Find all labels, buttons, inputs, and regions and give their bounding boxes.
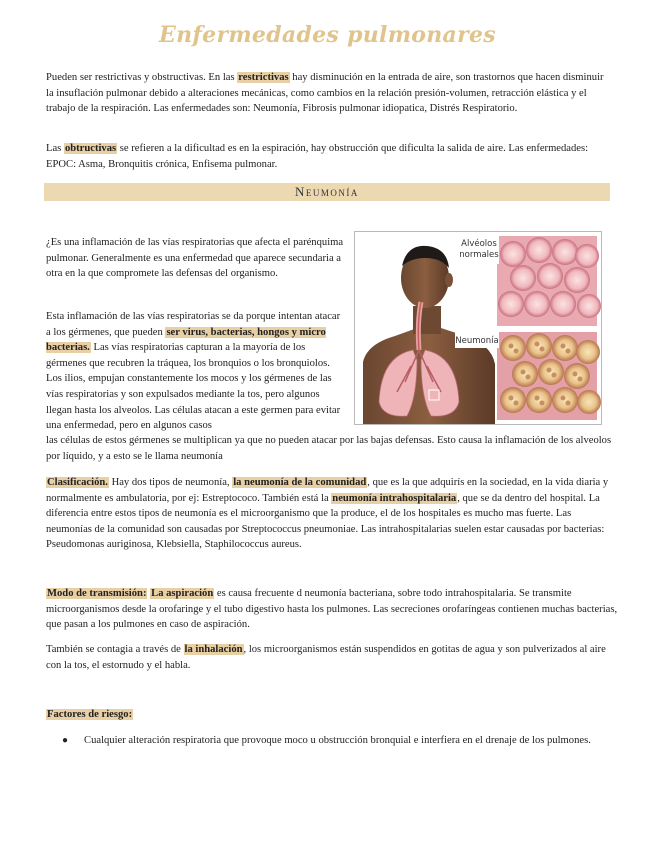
transmision-text: es causa frecuente d neumonía bacteriana, sobre todo intrahospitalaria. Se transmite microorganismos desde la orofaringe y el tubo digestivo hasta los pulmones. Las secreciones orofaríngeas contienen muchas bacterias, que pasan a los pulmones en caso de aspiración. (46, 588, 618, 631)
clasificacion-paragraph (46, 475, 618, 553)
intro-paragraph-2 (46, 141, 606, 172)
transmision-text: También se contagia a través de (46, 644, 184, 655)
intro-text: hay disminución en la entrada de aire, son trastornos que hacen disminuir la insuflación pulmonar debido a alteraciones mecánicas, como cambios en la relación presión-volumen, retracción elástica y el trabajo de la respiración. Las enfermedades son: Neumonía, Fibrosis pulmonar idiopatica, Distrés Respiratorio. (46, 72, 604, 115)
intro-text: Las (46, 143, 64, 154)
highlight-inhalacion: la inhalación (184, 644, 243, 655)
clasificacion-text: , que es la que adquirís en la sociedad, en la vida diaria y normalmente es ambulatoria, por ej: Estreptococo. También está la (46, 477, 609, 504)
neumonia-inflammation-continued (46, 433, 618, 464)
section-banner-neumonia (44, 183, 610, 201)
clasificacion-text: Hay dos tipos de neumonía, (108, 477, 233, 488)
highlight-aspiracion: La aspiración (151, 588, 214, 599)
factores-label: Factores de riesgo: (47, 709, 133, 720)
neumonia-paragraph-2-cont: las células de estos gérmenes se multiplican ya que no pueden atacar por las bajas defensas. Esto causa la inflamación de los alveolos por líquido, y a esto se le llama neumonía (46, 435, 612, 462)
neumonia-inflammation (46, 309, 346, 434)
label-alveolos-normales-2: normales (459, 250, 499, 260)
bullet-icon: ● (62, 735, 69, 746)
factores-item-1: Cualquier alteración respiratoria que provoque moco u obstrucción bronquial e interfiera en el drenaje de los pulmones. (84, 735, 591, 746)
transmision-text: , los microorganismos están suspendidos en gotitas de agua y son pulverizados al aire con la tos, el estornudo y el habla. (46, 644, 606, 671)
intro-paragraph-1 (46, 70, 606, 117)
clasificacion-label: Clasificación. (47, 477, 108, 488)
label-neumonia: Neumonía (455, 336, 499, 346)
list-item (62, 733, 602, 749)
neumonia-text: Esta inflamación de las vías respiratorias se da porque intentan atacar a los gérmenes, que pueden (46, 311, 341, 338)
highlight-restrictivas: restrictivas (238, 72, 289, 83)
section-banner-label: Neumonía (295, 184, 359, 199)
intro-text: se refieren a la dificultad es en la espiración, hay obstrucción que dificulta la salida de aire. Las enfermedades: EPOC: Asma, Bronquitis crónica, Enfisema pulmonar. (46, 143, 589, 170)
page-title: Enfermedades pulmonares (159, 22, 496, 48)
label-alveolos-normales: Alvéolos (461, 239, 497, 249)
neumonia-text: Las vías respiratorias capturan a la mayoría de los gérmenes que recubren la tráquea, los bronquios o los bronquiolos. Los ilios, empujan constantemente los mocos y los gérmenes de las vías respiratorias y son expulsados mediante la tos, pero algunos llegan hasta los alveolos. Las células atacan a este germen para evitar una enfermedad, pero en algunos casos (46, 342, 341, 432)
highlight-neumonia-comunidad: la neumonía de la comunidad (233, 477, 367, 488)
pneumonia-illustration (354, 231, 602, 425)
transmision-paragraph-1 (46, 586, 618, 633)
highlight-germenes: ser virus, bacterias, hongos y micro bacterias. (46, 326, 326, 354)
transmision-label: Modo de transmisión: (47, 588, 147, 599)
highlight-obstructivas: obtructivas (64, 143, 117, 154)
transmision-paragraph-2 (46, 642, 618, 673)
clasificacion-text: , que se da dentro del hospital. La diferencia entre estos tipos de neumonía es el microorganismo que la produce, el de los hospitales es mucho mas fuerte. Las neumonías de la comunidad son causadas por Streptococcus pneumoniae. Las intrahospitalarias suelen estar causadas por bacterias: Pseudomonas auriginosa, Klebsiella, Staphilococcus aureus. (46, 492, 605, 551)
intro-text: Pueden ser restrictivas y obstructivas. En las (46, 72, 238, 83)
factores-heading (46, 707, 606, 723)
neumonia-paragraph-1: ¿Es una inflamación de las vías respiratorias que afecta el parénquima pulmonar. Generalmente es una enfermedad que aparece secundaria a otra en la que compromete las defensas del organismo. (46, 237, 344, 280)
highlight-neumonia-intrahospitalaria: neumonía intrahospitalaria (332, 492, 457, 504)
neumonia-definition (46, 235, 346, 282)
anatomy-illustration (355, 232, 601, 424)
